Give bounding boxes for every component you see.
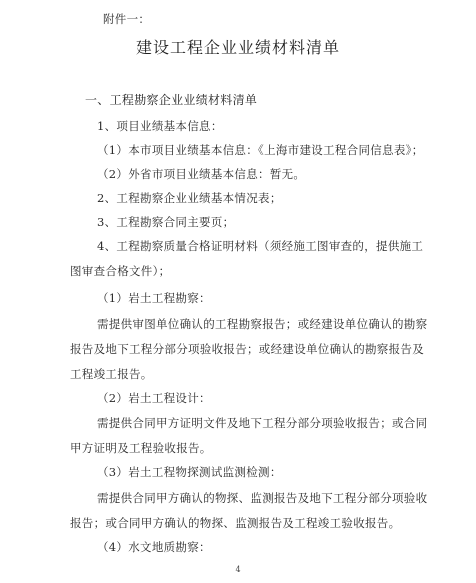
list-item: 2、工程勘察企业业绩基本情况表； bbox=[97, 191, 282, 205]
list-item: （2）外省市项目业绩基本信息：暂无。 bbox=[97, 167, 306, 181]
page-number: 4 bbox=[235, 565, 241, 574]
list-item: （1）本市项目业绩基本信息：《上海市建设工程合同信息表》； bbox=[97, 143, 424, 157]
paragraph-line: 工程竣工报告。 bbox=[70, 367, 153, 381]
annex-label: 附件一： bbox=[103, 12, 151, 26]
paragraph-line: 需提供合同甲方确认的物探、监测报告及地下工程分部分项验收 bbox=[97, 491, 428, 505]
list-item: 3、工程勘察合同主要页； bbox=[97, 215, 235, 229]
subsection-title: （4）水文地质勘察： bbox=[97, 540, 211, 554]
paragraph-line: 需提供合同甲方证明文件及地下工程分部分项验收报告；或合同 bbox=[97, 416, 428, 430]
list-item: 4、工程勘察质量合格证明材料（须经施工图审查的，提供施工 bbox=[97, 239, 424, 253]
list-item-continuation: 图审查合格文件）； bbox=[70, 264, 171, 278]
paragraph-line: 需提供审图单位确认的工程勘察报告；或经建设单位确认的勘察 bbox=[97, 317, 428, 331]
paragraph-line: 报告；或合同甲方确认的物探、监测报告及工程竣工验收报告。 bbox=[70, 516, 401, 530]
section-heading: 一、工程勘察企业业绩材料清单 bbox=[85, 93, 258, 107]
document-title: 建设工程企业业绩材料清单 bbox=[135, 38, 340, 57]
list-item: 1、项目业绩基本信息： bbox=[97, 119, 223, 133]
subsection-title: （1）岩土工程勘察： bbox=[97, 291, 211, 305]
subsection-title: （2）岩土工程设计： bbox=[97, 391, 211, 405]
paragraph-line: 报告及地下工程分部分项验收报告；或经建设单位确认的勘察报告及 bbox=[70, 342, 424, 356]
subsection-title: （3）岩土工程物探测试监测检测： bbox=[97, 465, 282, 479]
paragraph-line: 甲方证明及工程验收报告。 bbox=[70, 441, 212, 455]
